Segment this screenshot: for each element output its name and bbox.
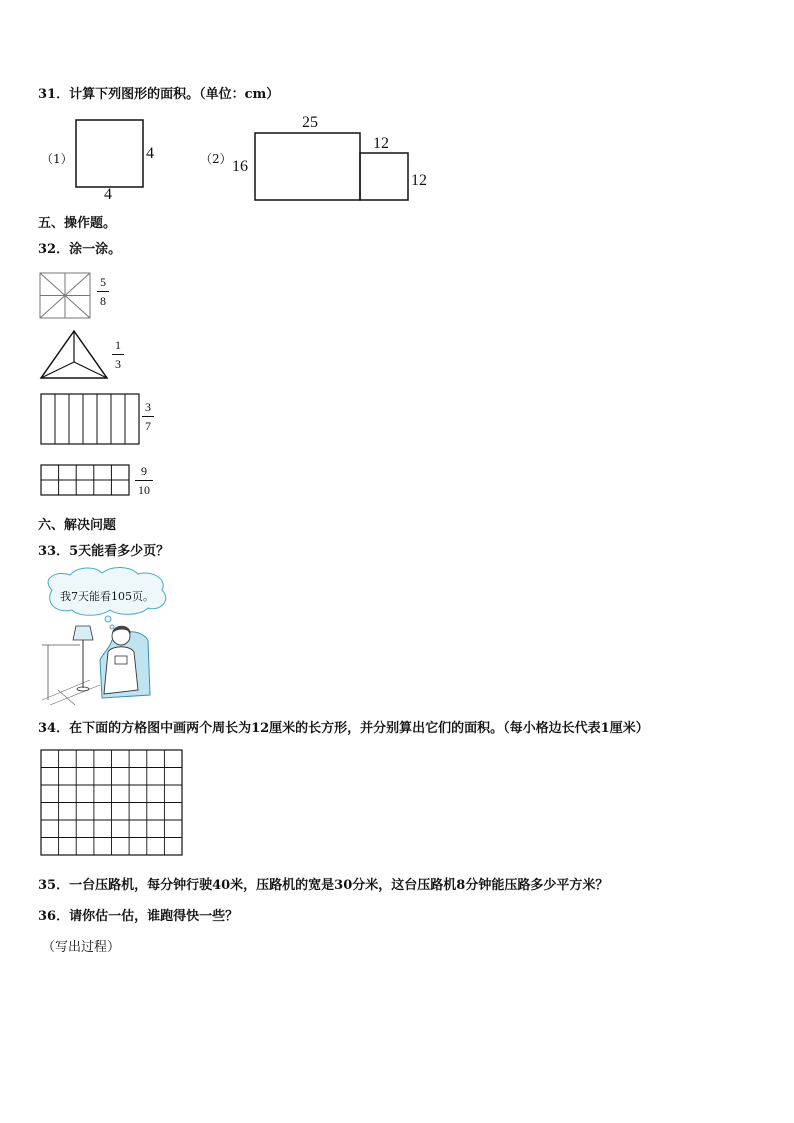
q31-text: 31．计算下列图形的面积。（单位：cm）	[38, 87, 280, 102]
q31-fig2-big-left: 16	[232, 158, 248, 175]
q31-fig1-right: 4	[146, 145, 154, 162]
denominator: 8	[100, 294, 106, 308]
section-5-heading: 五、操作题。	[38, 216, 117, 231]
q36-note: （写出过程）	[42, 940, 121, 955]
numerator: 3	[145, 400, 151, 414]
q31-fig2-small-right: 12	[411, 172, 427, 189]
numerator: 1	[115, 338, 121, 352]
numerator: 5	[100, 275, 106, 289]
denominator: 3	[115, 357, 121, 371]
q34-text: 34．在下面的方格图中画两个周长为12厘米的长方形，并分别算出它们的面积。（每小格边长代表1厘米）	[38, 721, 649, 736]
speech-bubble-text: 我7天能看105页。	[60, 590, 154, 603]
numerator: 9	[141, 464, 147, 478]
q31-fig2-label: （2）	[200, 152, 232, 166]
q32-text: 32．涂一涂。	[38, 242, 122, 257]
q31-fig2-big-top: 25	[302, 114, 318, 131]
q36-text: 36．请你估一估，谁跑得快一些？	[38, 909, 239, 924]
q31-fig1-bottom: 4	[104, 186, 112, 203]
section-6-heading: 六、解决问题	[38, 518, 117, 533]
q31-fig2-small-top: 12	[373, 135, 389, 152]
denominator: 7	[145, 419, 151, 433]
q33-text: 33．5天能看多少页？	[38, 544, 170, 559]
q35-text: 35．一台压路机，每分钟行驶40米，压路机的宽是30分米，这台压路机8分钟能压路多少平方米？	[38, 878, 609, 893]
denominator: 10	[138, 483, 150, 497]
q31-fig1-label: （1）	[41, 152, 73, 166]
